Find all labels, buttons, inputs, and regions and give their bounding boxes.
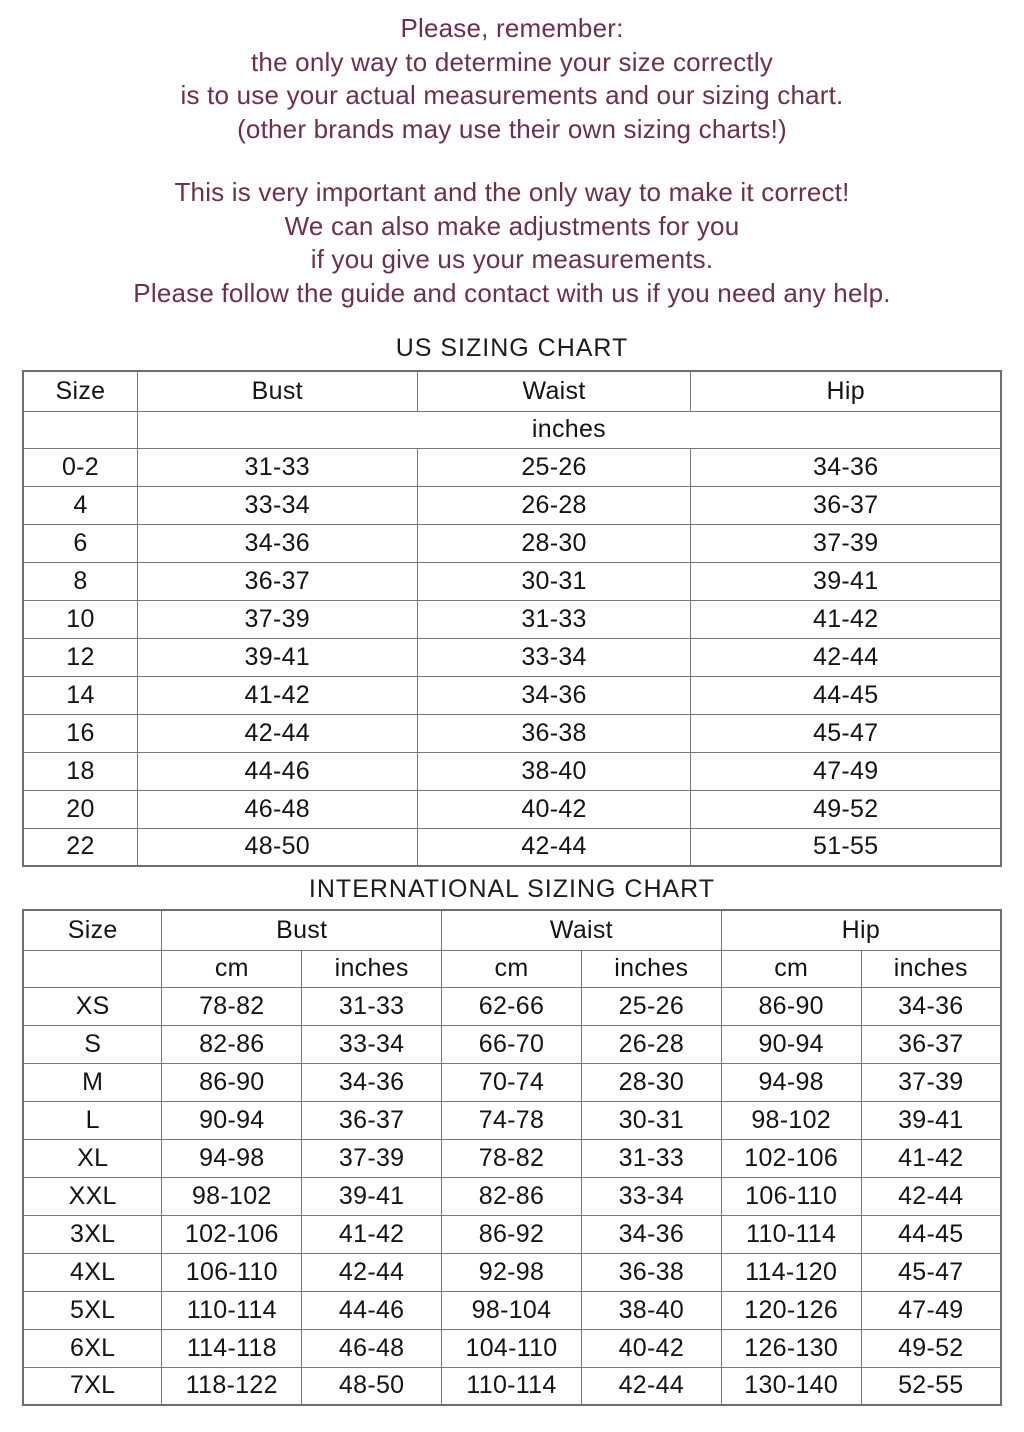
size-cell: S [23,1025,162,1063]
measurement-cell: 31-33 [302,987,442,1025]
measurement-cell: 30-31 [417,562,691,600]
measurement-cell: 42-44 [691,638,1001,676]
table-row [23,1177,1001,1215]
intro-line: We can also make adjustments for you [284,210,740,241]
measurement-cell: 98-104 [442,1291,582,1329]
measurement-cell: 82-86 [162,1025,302,1063]
size-cell: XL [23,1139,162,1177]
measurement-cell: 130-140 [721,1367,861,1405]
measurement-cell: 36-38 [581,1253,721,1291]
measurement-cell: 40-42 [581,1329,721,1367]
measurement-cell: 118-122 [162,1367,302,1405]
table-row [23,524,1001,562]
table-row [23,1329,1001,1367]
size-cell: 16 [23,714,137,752]
measurement-cell: 34-36 [137,524,417,562]
intro-line: Please, remember: [400,13,624,43]
table-row [23,714,1001,752]
size-cell: 6XL [23,1329,162,1367]
measurement-cell: 38-40 [417,752,691,790]
measurement-cell: 49-52 [861,1329,1001,1367]
measurement-cell: 33-34 [302,1025,442,1063]
measurement-cell: 44-46 [302,1291,442,1329]
measurement-cell: 39-41 [302,1177,442,1215]
intro-block-1 [0,12,1024,146]
measurement-cell: 47-49 [691,752,1001,790]
measurement-cell: 47-49 [861,1291,1001,1329]
size-cell: 18 [23,752,137,790]
intro-line: This is very important and the only way to make it correct! [174,177,850,207]
measurement-cell: 41-42 [302,1215,442,1253]
measurement-cell: 36-37 [302,1101,442,1139]
table-row [23,562,1001,600]
measurement-cell: 28-30 [581,1063,721,1101]
measurement-cell: 86-90 [721,987,861,1025]
measurement-cell: 31-33 [137,448,417,486]
measurement-cell: 102-106 [162,1215,302,1253]
intro-line: the only way to determine your size correctly [251,46,773,77]
measurement-cell: 86-92 [442,1215,582,1253]
us-sizing-table [22,370,1002,867]
measurement-cell: 31-33 [417,600,691,638]
measurement-cell: 110-114 [442,1367,582,1405]
table-row [23,752,1001,790]
measurement-cell: 92-98 [442,1253,582,1291]
measurement-cell: 44-45 [691,676,1001,714]
table-row [23,600,1001,638]
measurement-cell: 110-114 [721,1215,861,1253]
column-header-size: Size [23,371,137,411]
table-row [23,1139,1001,1177]
unit-label-cell: cm [721,950,861,987]
column-header-hip: Hip [721,910,1001,950]
measurement-cell: 34-36 [581,1215,721,1253]
column-header-bust: Bust [162,910,442,950]
table-row [23,1253,1001,1291]
intro-line: (other brands may use their own sizing charts!) [237,113,787,144]
unit-row [23,411,1001,448]
us-table-body [23,448,1001,866]
measurement-cell: 66-70 [442,1025,582,1063]
measurement-cell: 52-55 [861,1367,1001,1405]
size-cell: 14 [23,676,137,714]
measurement-cell: 106-110 [162,1253,302,1291]
us-chart-title: US SIZING CHART [395,334,629,362]
size-cell: 10 [23,600,137,638]
intl-chart-title: INTERNATIONAL SIZING CHART [308,875,716,903]
measurement-cell: 42-44 [137,714,417,752]
measurement-cell: 40-42 [417,790,691,828]
column-header-hip: Hip [691,371,1001,411]
measurement-cell: 48-50 [137,828,417,866]
measurement-cell: 26-28 [417,486,691,524]
measurement-cell: 106-110 [721,1177,861,1215]
table-row [23,987,1001,1025]
intl-table-body [23,987,1001,1405]
measurement-cell: 98-102 [721,1101,861,1139]
table-row [23,448,1001,486]
size-cell: M [23,1063,162,1101]
measurement-cell: 30-31 [581,1101,721,1139]
intro-line: if you give us your measurements. [310,244,714,274]
size-cell: 4 [23,486,137,524]
column-header-waist: Waist [442,910,722,950]
size-cell: 6 [23,524,137,562]
size-cell: XXL [23,1177,162,1215]
measurement-cell: 41-42 [861,1139,1001,1177]
measurement-cell: 110-114 [162,1291,302,1329]
table-row [23,1367,1001,1405]
measurement-cell: 37-39 [861,1063,1001,1101]
measurement-cell: 42-44 [417,828,691,866]
unit-label-cell: cm [442,950,582,987]
unit-label-cell: inches [861,950,1001,987]
table-row [23,1101,1001,1139]
measurement-cell: 33-34 [137,486,417,524]
table-row [23,1063,1001,1101]
measurement-cell: 34-36 [691,448,1001,486]
measurement-cell: 46-48 [302,1329,442,1367]
measurement-cell: 78-82 [162,987,302,1025]
measurement-cell: 45-47 [861,1253,1001,1291]
measurement-cell: 37-39 [137,600,417,638]
size-cell: 3XL [23,1215,162,1253]
measurement-cell: 90-94 [162,1101,302,1139]
measurement-cell: 36-37 [137,562,417,600]
measurement-cell: 41-42 [137,676,417,714]
measurement-cell: 39-41 [861,1101,1001,1139]
measurement-cell: 94-98 [721,1063,861,1101]
table-row [23,676,1001,714]
unit-label-cell: cm [162,950,302,987]
measurement-cell: 39-41 [137,638,417,676]
measurement-cell: 25-26 [417,448,691,486]
size-cell: 8 [23,562,137,600]
empty-cell [23,950,162,987]
unit-label-cell: inches [137,411,1001,448]
measurement-cell: 48-50 [302,1367,442,1405]
measurement-cell: 49-52 [691,790,1001,828]
measurement-cell: 102-106 [721,1139,861,1177]
us-table-header [23,371,1001,448]
measurement-cell: 44-45 [861,1215,1001,1253]
measurement-cell: 34-36 [302,1063,442,1101]
unit-label-cell: inches [302,950,442,987]
measurement-cell: 33-34 [417,638,691,676]
column-header-bust: Bust [137,371,417,411]
size-cell: 22 [23,828,137,866]
measurement-cell: 98-102 [162,1177,302,1215]
table-row [23,638,1001,676]
measurement-cell: 86-90 [162,1063,302,1101]
size-cell: XS [23,987,162,1025]
measurement-cell: 46-48 [137,790,417,828]
column-header-size: Size [23,910,162,950]
size-cell: 20 [23,790,137,828]
measurement-cell: 120-126 [721,1291,861,1329]
empty-cell [23,411,137,448]
table-row [23,486,1001,524]
measurement-cell: 44-46 [137,752,417,790]
intro-line: is to use your actual measurements and our sizing chart. [180,80,844,110]
size-cell: 4XL [23,1253,162,1291]
measurement-cell: 34-36 [861,987,1001,1025]
measurement-cell: 114-118 [162,1329,302,1367]
unit-row [23,950,1001,987]
measurement-cell: 25-26 [581,987,721,1025]
measurement-cell: 41-42 [691,600,1001,638]
table-row [23,790,1001,828]
table-row [23,828,1001,866]
measurement-cell: 36-37 [691,486,1001,524]
size-cell: 12 [23,638,137,676]
measurement-cell: 42-44 [302,1253,442,1291]
measurement-cell: 94-98 [162,1139,302,1177]
table-row [23,1215,1001,1253]
measurement-cell: 36-38 [417,714,691,752]
header-row [23,371,1001,411]
measurement-cell: 39-41 [691,562,1001,600]
measurement-cell: 26-28 [581,1025,721,1063]
measurement-cell: 42-44 [581,1367,721,1405]
measurement-cell: 114-120 [721,1253,861,1291]
size-cell: 7XL [23,1367,162,1405]
measurement-cell: 37-39 [691,524,1001,562]
size-cell: 0-2 [23,448,137,486]
measurement-cell: 70-74 [442,1063,582,1101]
intro-text [0,0,1024,310]
header-row [23,910,1001,950]
measurement-cell: 74-78 [442,1101,582,1139]
international-sizing-table [22,909,1002,1406]
measurement-cell: 34-36 [417,676,691,714]
measurement-cell: 37-39 [302,1139,442,1177]
measurement-cell: 104-110 [442,1329,582,1367]
measurement-cell: 62-66 [442,987,582,1025]
measurement-cell: 90-94 [721,1025,861,1063]
intro-block-2 [0,176,1024,310]
measurement-cell: 51-55 [691,828,1001,866]
size-cell: L [23,1101,162,1139]
unit-label-cell: inches [581,950,721,987]
measurement-cell: 33-34 [581,1177,721,1215]
intro-line: Please follow the guide and contact with us if you need any help. [133,277,891,308]
measurement-cell: 36-37 [861,1025,1001,1063]
measurement-cell: 42-44 [861,1177,1001,1215]
measurement-cell: 82-86 [442,1177,582,1215]
measurement-cell: 126-130 [721,1329,861,1367]
measurement-cell: 78-82 [442,1139,582,1177]
table-row [23,1025,1001,1063]
column-header-waist: Waist [417,371,691,411]
table-row [23,1291,1001,1329]
size-cell: 5XL [23,1291,162,1329]
measurement-cell: 31-33 [581,1139,721,1177]
measurement-cell: 45-47 [691,714,1001,752]
intl-table-header [23,910,1001,987]
measurement-cell: 28-30 [417,524,691,562]
measurement-cell: 38-40 [581,1291,721,1329]
